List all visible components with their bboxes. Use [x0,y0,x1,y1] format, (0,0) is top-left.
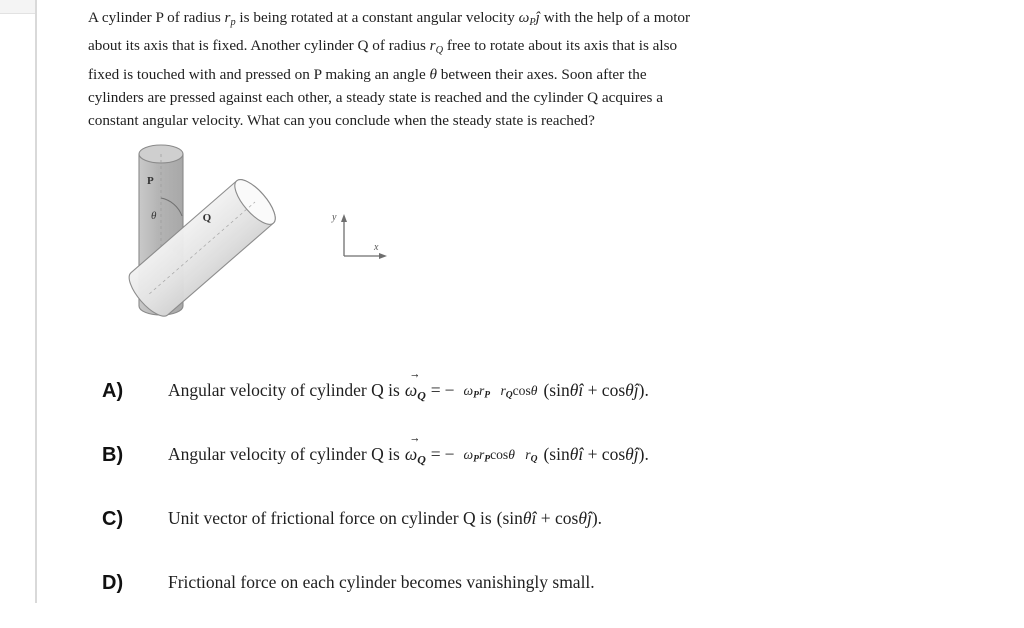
omega-p-symbol: ω [518,9,530,26]
question-line-1-part-3: with the help of a motor [539,9,691,26]
omega-p: ω [463,382,474,398]
fraction-a [461,379,541,401]
fraction-b-denominator [522,446,540,465]
theta-symbol: θ [429,65,437,83]
radius-p-subscript: p [230,16,236,28]
option-d-text [168,572,595,594]
omega-symbol: ω [404,380,418,401]
radius-q-subscript: Q [435,45,444,57]
tail-open: (sin [543,380,570,401]
axis-x-label: x [374,242,379,253]
r-q: r [525,446,531,462]
tail-theta-2: θ [625,380,634,401]
radius-p-symbol: r [224,9,231,26]
cos-function: cos [512,382,531,398]
j-hat: ĵ [633,380,639,401]
question-paragraph [88,6,780,133]
theta-numerator: θ [508,446,515,462]
cos-function: cos [490,446,509,462]
option-b[interactable] [102,436,982,474]
r-q: r [500,382,506,398]
option-c-label: C) [102,507,124,530]
i-hat: î [578,380,584,401]
axis-y-arrow [341,214,347,222]
option-d-label: D) [102,571,124,594]
tail-theta-2: θ [578,508,587,529]
option-c-tail [497,508,602,530]
r-q-sub: Q [530,454,538,465]
tail-open: (sin [543,444,570,465]
question-line-5: constant angular velocity. What can you conclude when the steady state is reached? [88,112,595,130]
axis-y-label: y [332,212,337,223]
option-d[interactable] [102,564,982,602]
question-line-1 [88,6,780,34]
question-line-3 [88,63,780,86]
cylinder-q-label: Q [202,212,212,225]
fraction-a-numerator [461,383,494,399]
question-line-2 [88,34,780,62]
tail-theta-1: θ [569,380,579,401]
omega-p: ω [463,446,474,462]
omega-subscript: Q [417,452,426,467]
option-c-text [168,508,602,530]
minus-sign: − [444,444,455,465]
left-gutter-band [0,0,36,14]
question-line-3-part-2: between their axes. Soon after the [436,65,647,83]
j-hat-symbol: ĵ [535,9,540,26]
r-p-sub: P [484,454,491,465]
option-b-lead: Angular velocity of cylinder Q is [168,444,400,465]
answer-options [102,372,982,628]
tail-theta-1: θ [522,508,532,529]
question-line-4: cylinders are pressed against each other, a steady state is reached and the cylinder Q acquires a [88,89,663,106]
option-a-text [168,378,649,403]
omega-p-subscript: P [529,16,536,28]
j-hat: ĵ [633,444,639,465]
option-a-label: A) [102,379,124,402]
fraction-b-numerator [461,447,518,463]
tail-plus: + cos [583,444,626,465]
omega-symbol: ω [404,444,418,465]
tail-theta-1: θ [569,444,579,465]
tail-close: ). [638,444,649,465]
cylinder-p-label: P [147,175,154,187]
r-p-sub: P [484,390,491,401]
equals-sign: = [430,380,441,401]
option-c[interactable] [102,500,982,538]
option-b-text [168,442,649,467]
theta-label: θ [151,210,157,222]
fraction-b [461,443,541,465]
tail-plus: + cos [536,508,579,529]
question-line-2-part-2: free to rotate about its axis that is also [443,37,678,55]
question-line-1-part-1: A cylinder P of radius [88,9,225,26]
option-c-lead: Unit vector of frictional force on cylinder Q is [168,508,492,529]
left-gutter-rule [35,0,37,603]
option-a-lead: Angular velocity of cylinder Q is [168,380,400,401]
option-a[interactable] [102,372,982,410]
tail-theta-2: θ [625,444,634,465]
question-line-2-part-1: about its axis that is fixed. Another cylinder Q of radius [88,37,430,55]
omega-q-vector [405,442,426,467]
radius-q-symbol: r [429,37,436,55]
theta-denominator: θ [530,382,538,398]
axis-x-arrow [379,253,387,259]
document-content [88,0,998,603]
tail-plus: + cos [583,380,626,401]
r-q-sub: Q [505,390,513,401]
cylinders-diagram [96,136,326,328]
option-b-label: B) [102,443,124,466]
option-d-lead: Frictional force on each cylinder becomes vanishingly small. [168,572,595,593]
equals-sign: = [430,444,441,465]
question-line-1-part-2: is being rotated at a constant angular velocity [235,9,519,26]
option-a-tail [543,380,648,402]
option-b-tail [543,444,648,466]
fraction-a-denominator [497,382,540,401]
omega-p-sub: P [473,390,479,401]
j-hat: ĵ [586,508,592,529]
omega-subscript: Q [417,388,426,403]
tail-close: ). [638,380,649,401]
r-p: r [478,382,485,398]
i-hat: î [531,508,537,529]
omega-q-vector [405,378,426,403]
tail-close: ). [591,508,603,529]
cylinders-figure [96,136,326,328]
r-p: r [478,446,485,462]
i-hat: î [578,444,584,465]
question-line-3-part-1: fixed is touched with and pressed on P making an angle [88,65,430,83]
omega-p-sub: P [473,454,479,465]
axis-indicator [330,208,392,266]
tail-open: (sin [496,508,523,529]
minus-sign: − [444,380,455,401]
